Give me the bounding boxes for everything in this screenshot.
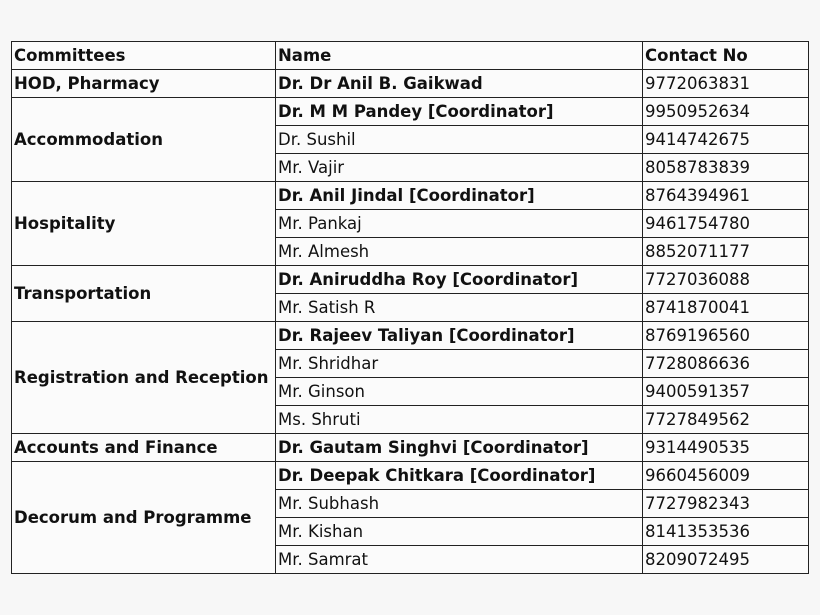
member-name-cell: Mr. Shridhar bbox=[276, 350, 643, 378]
table-row bbox=[12, 434, 809, 462]
table-row bbox=[12, 70, 809, 98]
contact-number-cell: 9314490535 bbox=[643, 434, 809, 462]
table-row bbox=[12, 266, 809, 294]
member-name-cell: Dr. Deepak Chitkara [Coordinator] bbox=[276, 462, 643, 490]
committees-table bbox=[11, 41, 809, 574]
table-row bbox=[12, 322, 809, 350]
committee-cell: HOD, Pharmacy bbox=[12, 70, 276, 98]
member-name-cell: Mr. Kishan bbox=[276, 518, 643, 546]
member-name-cell: Ms. Shruti bbox=[276, 406, 643, 434]
table-row bbox=[12, 98, 809, 126]
contact-number-cell: 8852071177 bbox=[643, 238, 809, 266]
contact-number-cell: 9414742675 bbox=[643, 126, 809, 154]
contact-number-cell: 8764394961 bbox=[643, 182, 809, 210]
member-name-cell: Mr. Vajir bbox=[276, 154, 643, 182]
table-row bbox=[12, 182, 809, 210]
member-name-cell: Dr. Aniruddha Roy [Coordinator] bbox=[276, 266, 643, 294]
contact-header: Contact No bbox=[643, 42, 809, 70]
member-name-cell: Mr. Almesh bbox=[276, 238, 643, 266]
contact-number-cell: 8741870041 bbox=[643, 294, 809, 322]
contact-number-cell: 8141353536 bbox=[643, 518, 809, 546]
member-name-cell: Mr. Pankaj bbox=[276, 210, 643, 238]
member-name-cell: Mr. Ginson bbox=[276, 378, 643, 406]
committee-cell: Registration and Reception bbox=[12, 322, 276, 434]
contact-number-cell: 8209072495 bbox=[643, 546, 809, 574]
contact-number-cell: 9461754780 bbox=[643, 210, 809, 238]
contact-number-cell: 9950952634 bbox=[643, 98, 809, 126]
member-name-cell: Dr. Dr Anil B. Gaikwad bbox=[276, 70, 643, 98]
member-name-cell: Dr. Rajeev Taliyan [Coordinator] bbox=[276, 322, 643, 350]
contact-number-cell: 8058783839 bbox=[643, 154, 809, 182]
table-body bbox=[12, 70, 809, 574]
contact-number-cell: 7728086636 bbox=[643, 350, 809, 378]
member-name-cell: Mr. Satish R bbox=[276, 294, 643, 322]
contact-number-cell: 9660456009 bbox=[643, 462, 809, 490]
contact-number-cell: 9400591357 bbox=[643, 378, 809, 406]
table-row bbox=[12, 462, 809, 490]
member-name-cell: Dr. Gautam Singhvi [Coordinator] bbox=[276, 434, 643, 462]
committees-header: Committees bbox=[12, 42, 276, 70]
committee-cell: Decorum and Programme bbox=[12, 462, 276, 574]
header-row bbox=[12, 42, 809, 70]
contact-number-cell: 7727849562 bbox=[643, 406, 809, 434]
committee-cell: Hospitality bbox=[12, 182, 276, 266]
name-header: Name bbox=[276, 42, 643, 70]
member-name-cell: Dr. M M Pandey [Coordinator] bbox=[276, 98, 643, 126]
committee-cell: Accommodation bbox=[12, 98, 276, 182]
contact-number-cell: 9772063831 bbox=[643, 70, 809, 98]
member-name-cell: Mr. Samrat bbox=[276, 546, 643, 574]
contact-number-cell: 7727982343 bbox=[643, 490, 809, 518]
committee-cell: Transportation bbox=[12, 266, 276, 322]
contact-number-cell: 8769196560 bbox=[643, 322, 809, 350]
contact-number-cell: 7727036088 bbox=[643, 266, 809, 294]
member-name-cell: Mr. Subhash bbox=[276, 490, 643, 518]
member-name-cell: Dr. Anil Jindal [Coordinator] bbox=[276, 182, 643, 210]
member-name-cell: Dr. Sushil bbox=[276, 126, 643, 154]
committee-cell: Accounts and Finance bbox=[12, 434, 276, 462]
